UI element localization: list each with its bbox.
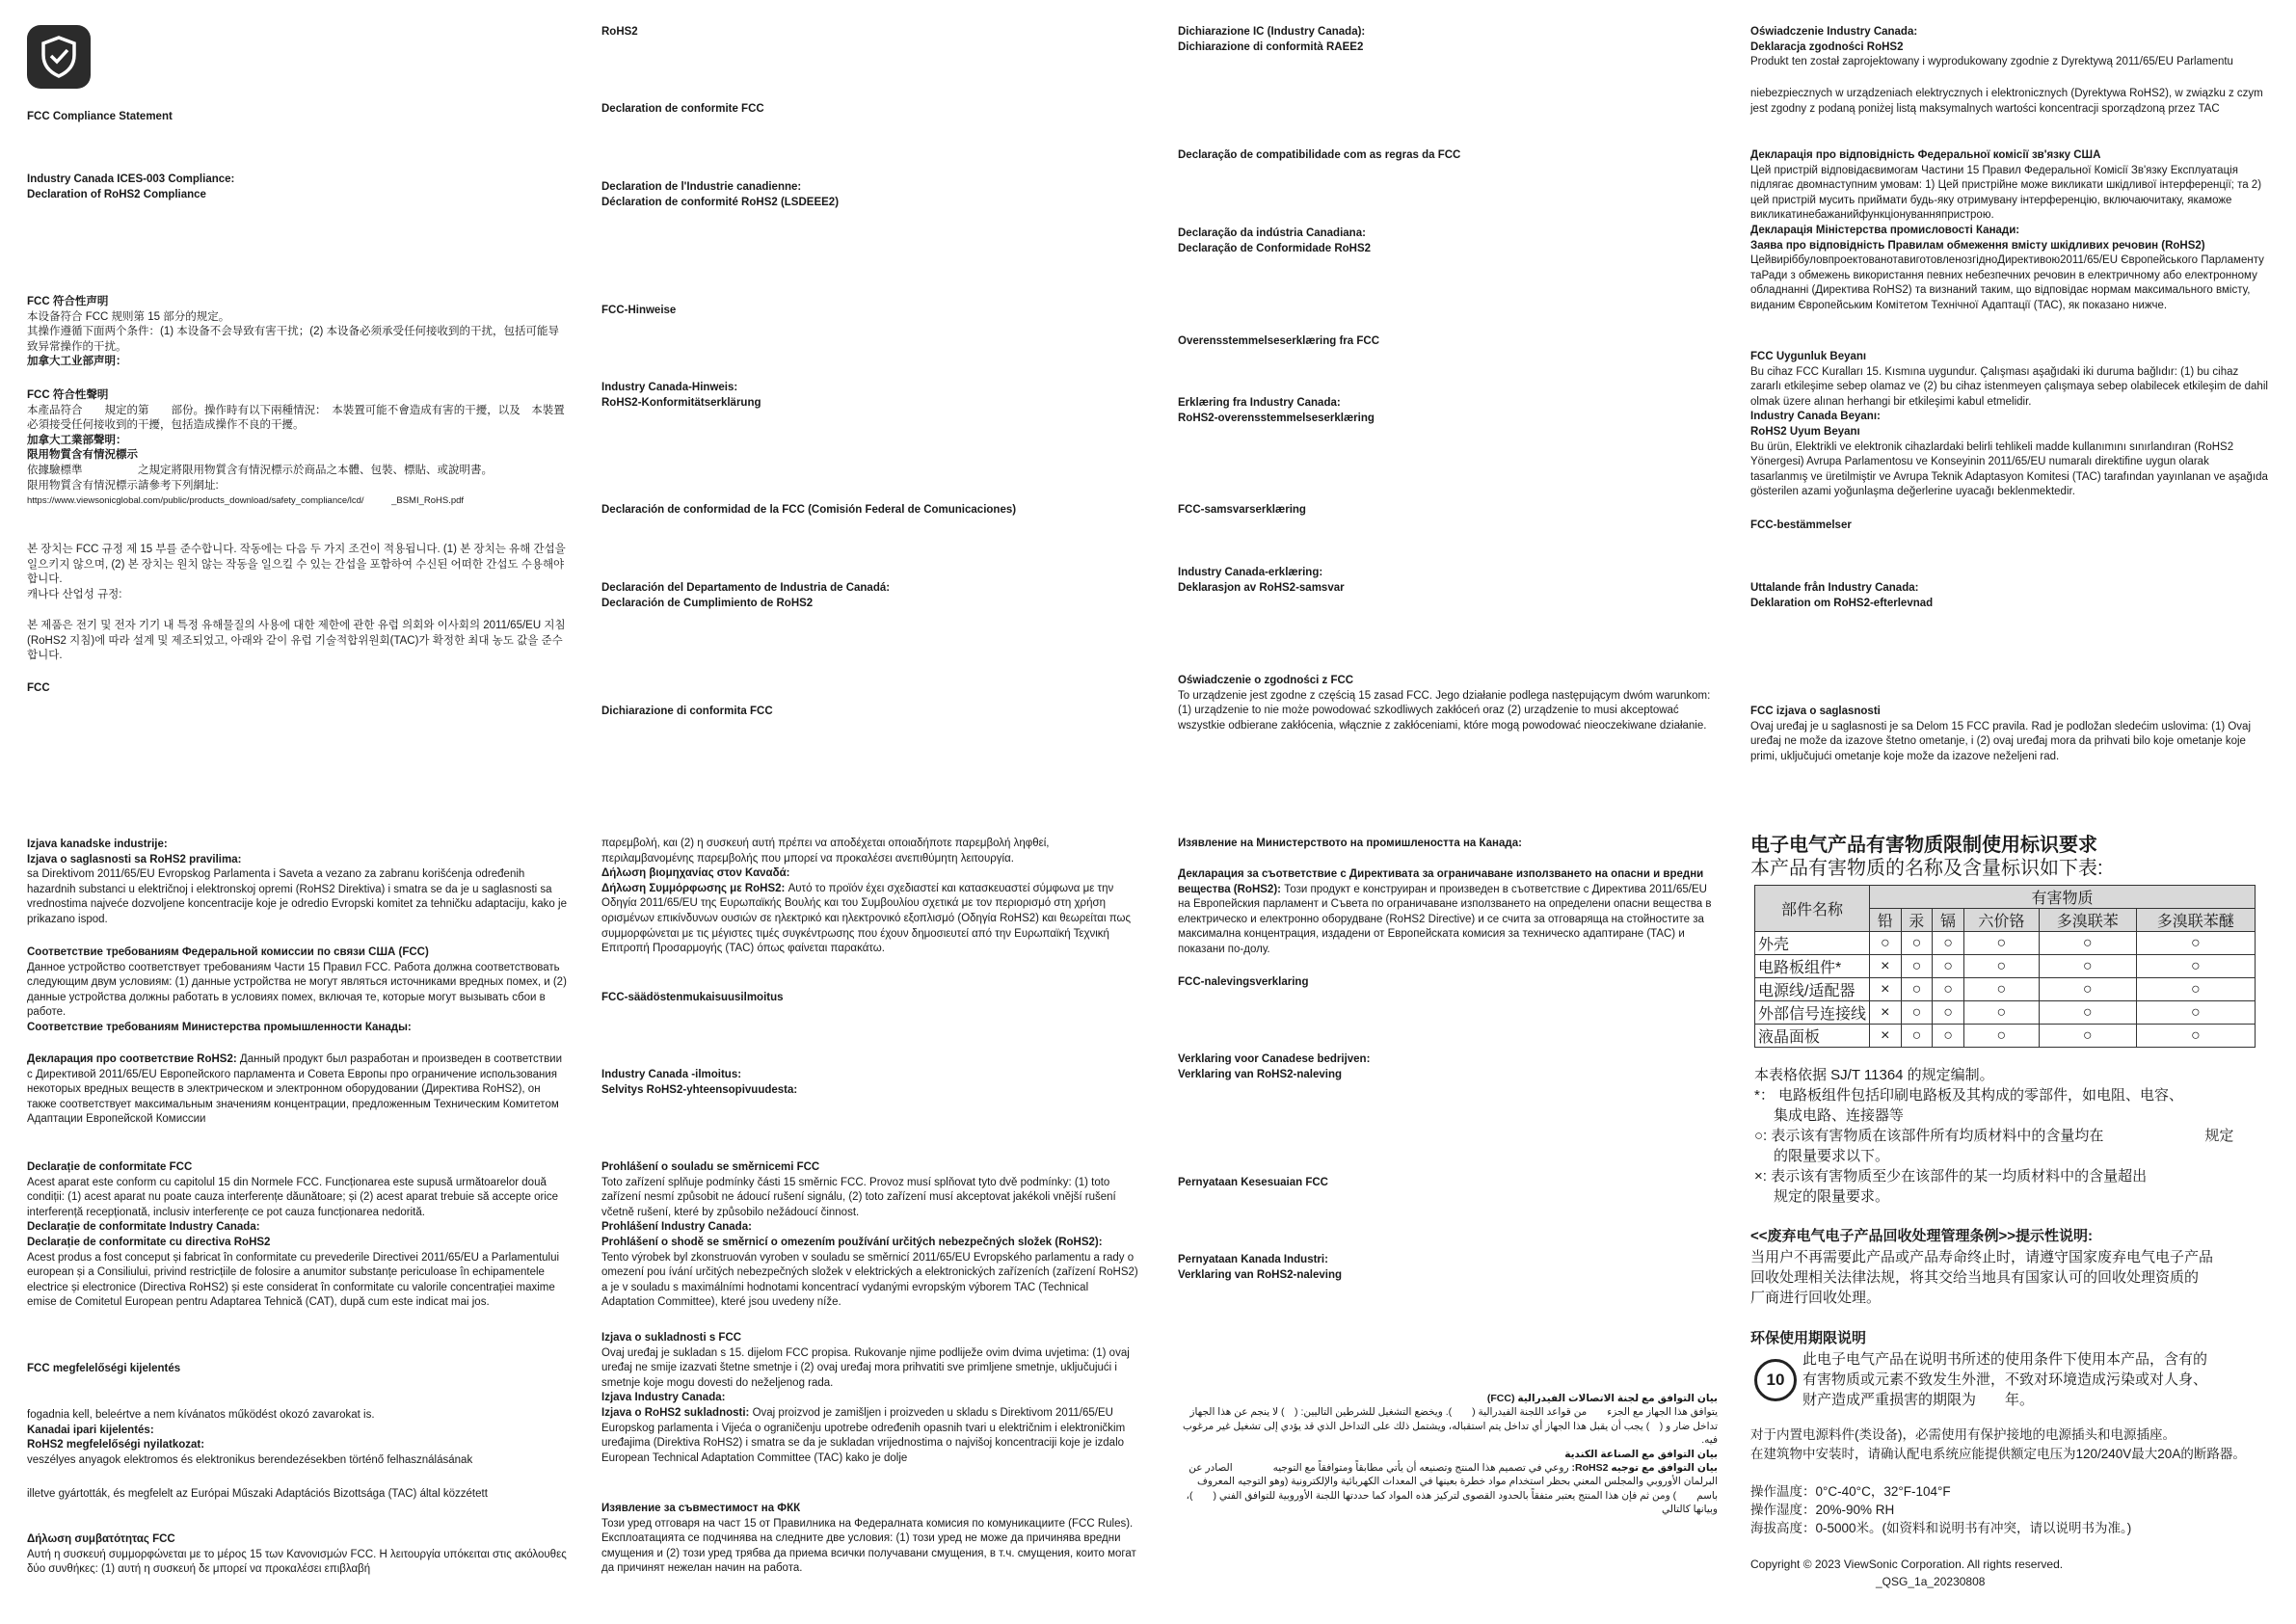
column-header: 多溴联苯 [2039, 909, 2136, 932]
mark-cell: × [1870, 978, 1902, 1001]
paragraph: Ovaj uređaj je sukladan s 15. dijelom FCC propisa. Rukovanje njime podliježe ovim dvima uvjetima: (1) ovaj uređaj ne smije izazvati štetne smetnje i (2) ovaj uređaj mora prihvatiti sve primljene smetnje, uključujući i smetnje koje mogu dovesti do neželjenog rada. [601, 1346, 1130, 1389]
heading: Declarație de conformitate cu directiva RoHS2 [27, 1236, 271, 1248]
heading: Industry Canada Beyanı: [1750, 411, 1881, 423]
heading-inline: بيان التوافق مع توجيه RoHS2: [1571, 1462, 1718, 1475]
hazard-note-3b: 的限量要求以下。 [1774, 1148, 1890, 1164]
recycle-heading: <<废弃电气电子产品回收处理管理条例>>提示性说明: [1750, 1228, 2094, 1244]
paragraph: 依據驗標準 之規定將限用物質含有情況標示於商品之本體、包裝、標貼、或說明書。 [27, 464, 493, 476]
heading: Pernyataan Kesesuaian FCC [1178, 1177, 1328, 1188]
cs-fcc-block [601, 1160, 1141, 1311]
shield-check-icon [27, 25, 91, 89]
heading: Declaration of RoHS2 Compliance [27, 188, 206, 200]
heading: Declaração de Conformidade RoHS2 [1178, 242, 1372, 254]
efup-heading: 环保使用期限说明 [1750, 1330, 1867, 1346]
pt-fcc-heading [1178, 148, 1718, 164]
heading: Declaración de Cumplimiento de RoHS2 [601, 597, 814, 609]
recycle-line-2: 回收处理相关法律法规，将其交给当地具有国家认可的回收处理资质的 [1750, 1269, 2200, 1286]
mark-cell: ○ [1901, 978, 1933, 1001]
paragraph: يتوافق هذا الجهاز مع الجزء من قواعد اللجنة الفيدرالية ( ). ويخضع التشغيل للشرطين التاليين: ( ) لا ينجم عن هذا الجهاز تداخل ضار و ( ) يجب أن يقبل هذا الجهاز أي تداخل يتم استقباله، ويشتمل ذلك على التداخل الذي قد يؤدي إلى تشغيل غير مرغوب فيه. [1183, 1406, 1718, 1447]
heading: Izjava Industry Canada: [601, 1392, 726, 1404]
pl-rohs-cont [1750, 87, 2269, 117]
recycle-line-3: 厂商进行回收处理。 [1750, 1290, 1882, 1306]
heading: Декларація Міністерства промисловості Канади: [1750, 224, 2020, 236]
paragraph [1178, 867, 1718, 958]
env-line-2: 操作湿度：20%-90% RH [1750, 1503, 1895, 1517]
power-line-2: 在建筑物中安装时，请确认配电系统应能提供额定电压为120/240V最大20A的断路器。 [1750, 1447, 2246, 1461]
heading: Verklaring van RoHS2-naleving [1178, 1268, 1343, 1281]
id-fcc-heading [1178, 1176, 1718, 1191]
heading: FCC Compliance Statement [27, 111, 173, 122]
paragraph: 본 장치는 FCC 규정 제 15 부를 준수합니다. 작동에는 다음 두 가지 조건이 적용됩니다. (1) 본 장치는 유해 간섭을 일으키지 않으며, (2) 본 장치는 원치 않는 작동을 일으킬 수 있는 간섭을 포함하여 수신된 어떠한 간섭도 수용해야 합니다. [27, 544, 566, 586]
paragraph: 캐나다 산업성 규정: [27, 588, 122, 600]
no-fcc-heading [1178, 503, 1718, 519]
heading: FCC 符合性聲明 [27, 389, 109, 401]
mark-cell: ○ [2039, 955, 2136, 978]
heading: Declaración de conformidad de la FCC (Comisión Federal de Comunicaciones) [601, 504, 1017, 516]
fcc-compliance-statement [27, 110, 567, 125]
mark-cell: × [1870, 1001, 1902, 1025]
it-ic-block [1178, 25, 1718, 55]
heading: 加拿大工業部聲明： [27, 434, 127, 446]
heading: RoHS2 [601, 26, 638, 38]
paragraph: Αυτή η συσκευή συμμορφώνεται με το μέρος 15 των Κανονισμών FCC. Η λειτουργία υπόκειται στις ακόλουθες δύο συνθήκες: (1) αυτή η συσκευή δε μπορεί να προκαλέσει επιβλαβή [27, 1548, 567, 1576]
hu-ic-block [27, 1408, 567, 1468]
hazard-note-4a: ×: 表示该有害物质至少在该部件的某一均质材料中的含量超出 [1754, 1168, 2148, 1185]
paragraph [1178, 1461, 1718, 1517]
el-fcc-block [27, 1532, 567, 1578]
paragraph: 본 제품은 전기 및 전자 기기 내 특정 유해물질의 사용에 대한 제한에 관한 유럽 의회와 이사회의 2011/65/EU 지침(RoHS2 지침)에 따라 설계 및 제조되었고, 아래와 같이 유럽 기술적합위원회(TAC)가 확정한 최대 농도 값을 준수합니다. [27, 620, 566, 662]
el-ic-rohs-block [601, 837, 1141, 957]
heading: Изявление за съвместимост на ФКК [601, 1503, 801, 1514]
heading: Declarație de conformitate FCC [27, 1161, 193, 1173]
efup-line-2: 有害物质或元素不致发生外泄，不致对环境造成污染或对人身、 [1802, 1371, 2208, 1388]
hr-fcc-block [601, 1331, 1141, 1466]
no-ic-block [1178, 566, 1718, 596]
fcc-ko-block [27, 543, 567, 602]
mark-cell: ○ [2039, 1001, 2136, 1025]
rohs2-heading [601, 25, 1141, 40]
paragraph: Цей пристрій відповідаєвимогам Частини 15 Правил Федеральної Комісії Зв'язку Експлуатація підлягає двомнаступним умовам: 1) Цей пристрійне може викликати шкідливої інтерференції; та 2) цей пристрій мусить приймати будь-яку отримувану інтерференцію, включаючитаку, якаможе викликатинебажанийфункціонуванняпристрою. [1750, 164, 2262, 222]
tr-fcc-block [1750, 350, 2269, 500]
paragraph: ЦейвиріббуловпроектованотавиготовленозгідноДирективою2011/65/EU Європейського Парламенту таРади з обмежень використання певних небезпечних речовин в електричному або електронному обладнанні (Директива RoHS2) та визнаний таким, що відповідає нормам максимального вмісту, виданим Європейським Комітетом Технічної Адаптації (TAC), як показано нижче. [1750, 254, 2264, 311]
heading: Industry Canada-erklæring: [1178, 567, 1323, 578]
ar-fcc-block [1178, 1392, 1718, 1517]
heading: FCC [27, 682, 50, 694]
it-fcc-heading [601, 705, 1141, 720]
heading-inline: Декларация за съответствие с Директивата за ограничаване използването на опасни и вредни вещества (RoHS2): [1178, 868, 1704, 895]
heading: Declaration de l'Industrie canadienne: [601, 181, 802, 193]
heading: Erklæring fra Industry Canada: [1178, 397, 1341, 409]
da-ic-block [1178, 396, 1718, 426]
table-row [1755, 955, 2256, 978]
sr-fcc-block [1750, 705, 2269, 764]
heading: Declaration de conformite FCC [601, 103, 764, 115]
mark-cell: ○ [1933, 978, 1964, 1001]
group-header: 有害物质 [1870, 886, 2256, 909]
hazard-note-2b: 集成电路、连接器等 [1774, 1107, 1905, 1124]
paragraph: Acest produs a fost conceput și fabricat în conformitate cu prevederile Directivei 2011/65/EU a Parlamentului european și a Consiliului, privind restricțiile de folosire a anumitor substanțe periculoase în echipamentele electrice și electronice (Directiva RoHS2) și este considerat în conformitate cu valorile concentrației maxime emise de Comitetul European pentru Adaptarea Tehnică (CAT), după cum este indicat mai jos. [27, 1251, 560, 1309]
heading: بيان التوافق مع لجنة الاتصالات الفيدرالية (FCC) [1486, 1393, 1718, 1404]
table-row [1755, 1001, 2256, 1025]
heading: Prohlášení Industry Canada: [601, 1221, 752, 1234]
mark-cell: ○ [1901, 932, 1933, 955]
fcc-zh-tw-block [27, 388, 567, 509]
efup-line-1: 此电子电气产品在说明书所述的使用条件下使用本产品，含有的 [1802, 1351, 2208, 1368]
heading: Declaração da indústria Canadiana: [1178, 227, 1366, 239]
heading: FCC megfelelőségi kijelentés [27, 1363, 181, 1374]
hu-tac-line [27, 1487, 567, 1503]
mark-cell: ○ [2039, 978, 2136, 1001]
paragraph: Ovaj uređaj je u saglasnosti je sa Delom 15 FCC pravila. Rad je podložan sledećim uslovima: (1) Ovaj uređaj ne može da izazove štetno ometanje, i (2) ovaj uređaj mora da prihvati bilo koje ometanje koje primi, uključujući ometanje koje može da izazove neželjeni rad. [1750, 720, 2252, 762]
heading: FCC 符合性声明 [27, 296, 109, 307]
heading: Declaração de compatibilidade com as regras da FCC [1178, 149, 1461, 161]
heading-inline: Izjava o RoHS2 sukladnosti: [601, 1406, 750, 1419]
mark-cell: ○ [2136, 932, 2255, 955]
heading: FCC izjava o saglasnosti [1750, 706, 1881, 717]
ro-fcc-block [27, 1160, 567, 1311]
da-fcc-heading [1178, 334, 1718, 350]
mark-cell: ○ [2039, 1025, 2136, 1048]
mark-cell: ○ [1901, 1025, 1933, 1048]
efup-line-3: 财产造成严重损害的期限为 年。 [1802, 1392, 2035, 1408]
es-ic-block [601, 581, 1141, 611]
column-header: 多溴联苯醚 [2136, 909, 2255, 932]
heading: Verklaring voor Canadese bedrijven: [1178, 1053, 1371, 1065]
paragraph: παρεμβολή, και (2) η συσκευή αυτή πρέπει να αποδέχεται οποιαδήποτε παρεμβολή ληφθεί, περιλαμβανομένης παρεμβολής που μπορεί να προκαλέσει ανεπιθύμητη λειτουργία. [601, 838, 1050, 865]
heading: Kanadai ipari kijelentés: [27, 1424, 154, 1436]
recycle-10-icon [1754, 1359, 1797, 1401]
hazard-note-2a: *： 电路板组件包括印刷电路板及其构成的零部件，如电阻、电容、 [1754, 1087, 2184, 1104]
heading: Industry Canada-Hinweis: [601, 382, 738, 393]
paragraph: Bu ürün, Elektrikli ve elektronik cihazlardaki belirli tehlikeli madde kullanımını sınırlandıran (RoHS2 Yönergesi) Avrupa Parlamentosu ve Konseyinin 2011/65/EU numaralı direktifine uygun olarak tasarlanmış ve üretilmiştir ve Avrupa Teknik Adaptasyon Komitesi (TAC) tarafından yayınlanan ve aşağıda gösterilen azami yoğunlaşma değerlerine uyacağı beklenmektedir. [1750, 440, 2268, 498]
mark-cell: ○ [1933, 932, 1964, 955]
heading: Déclaration de conformité RoHS2 (LSDEEE2) [601, 196, 840, 208]
paragraph [27, 1052, 567, 1128]
hazard-note-4b: 规定的限量要求。 [1774, 1188, 1890, 1205]
mark-cell: ○ [2136, 978, 2255, 1001]
env-line-3: 海拔高度：0-5000米。(如资料和说明书有冲突，请以说明书为准。) [1750, 1521, 2132, 1535]
mark-cell: ○ [1963, 932, 2039, 955]
paragraph: Toto zařízení splňuje podmínky části 15 směrnic FCC. Provoz musí splňovat tyto dvě podmínky: (1) toto zařízení nesmí způsobit ne ádoucí rušení signálu, (2) toto zařízení musí akceptovat jakékoli vnější rušení včetně rušení, které by způsobilo nežádoucí činnost. [601, 1176, 1116, 1218]
power-line-1: 对于内置电源料件(类设备)，必需使用有保护接地的电源插头和电源插座。 [1750, 1427, 2176, 1442]
heading: Изявление на Министерството на промишлеността на Канада: [1178, 838, 1522, 849]
heading: Declaración del Departamento de Industria de Canadá: [601, 582, 891, 594]
heading: FCC-Hinweise [601, 305, 677, 316]
heading: 加拿大工业部声明： [27, 356, 127, 368]
heading: RoHS2 Uyum Beyanı [1750, 425, 1860, 438]
part-cell: 电源线/适配器 [1755, 978, 1870, 1001]
heading-inline: Декларация про соответствие RoHS2: [27, 1053, 237, 1065]
mark-cell: ○ [1933, 1001, 1964, 1025]
mark-cell: × [1870, 955, 1902, 978]
heading: Dichiarazione di conformita FCC [601, 706, 773, 717]
heading: Oświadczenie Industry Canada: [1750, 26, 1918, 38]
heading: FCC-bestämmelser [1750, 519, 1852, 531]
heading: Deklaracja zgodności RoHS2 [1750, 40, 1904, 53]
url-text: https://www.viewsonicglobal.com/public/products_download/safety_compliance/lcd/ _BSMI_RoHS.pdf [27, 495, 465, 507]
recycle-line-1: 当用户不再需要此产品或产品寿命终止时，请遵守国家废弃电气电子产品 [1750, 1249, 2214, 1265]
sv-ic-block [1750, 581, 2269, 611]
heading: Заява про відповідність Правилам обмеження вмісту шкідливих речовин (RoHS2) [1750, 239, 2205, 252]
paragraph [601, 1406, 1141, 1466]
bg-fcc-block [601, 1502, 1141, 1577]
nl-fcc-heading [1178, 975, 1718, 991]
part-cell: 液晶面板 [1755, 1025, 1870, 1048]
heading: Verklaring van RoHS2-naleving [1178, 1068, 1343, 1080]
bg-rohs-block [1178, 867, 1718, 958]
mark-cell: ○ [2136, 1025, 2255, 1048]
paragraph-inline: Данный продукт был разработан и произведен в соответствии с Директивой 2011/65/EU Европейского парламента и Совета Европы про ограничение использования некоторых вредных веществ в электрическом и электронном оборудовании (Директива RoHS2), он также соответствует максимальным значениям концентрации, предложенным Техническим Комитетом Адаптации Европейской Комиссии [27, 1053, 563, 1126]
mark-cell: ○ [1963, 955, 2039, 978]
heading: Industry Canada ICES-003 Compliance: [27, 173, 235, 185]
part-cell: 外壳 [1755, 932, 1870, 955]
heading: 限用物質含有情況標示 [27, 449, 138, 462]
pl-ic-block [1750, 25, 2269, 70]
heading: FCC-samsvarserklæring [1178, 504, 1306, 516]
part-cell: 外部信号连接线 [1755, 1001, 1870, 1025]
heading: Prohlášení o shodě se směrnicí o omezením používání určitých nebezpečných složek (RoHS2): [601, 1236, 1103, 1248]
column-header: 六价铬 [1963, 909, 2039, 932]
heading: Dichiarazione di conformità RAEE2 [1178, 40, 1364, 53]
fi-ic-block [601, 1068, 1141, 1098]
paragraph: 本產品符合 規定的第 部份。操作時有以下兩種情況： 本裝置可能不會造成有害的干擾，以及 本裝置必須接受任何接收到的干擾，包括造成操作不良的干擾。 [27, 404, 565, 432]
heading: Industry Canada -ilmoitus: [601, 1069, 742, 1080]
heading: بيان التوافق مع الصناعة الكندية [1564, 1448, 1718, 1460]
ru-fcc-block [27, 945, 567, 1036]
column-header: 铅 [1870, 909, 1902, 932]
pt-ic-block [1178, 226, 1718, 256]
column-1 [27, 0, 567, 1624]
table-row [1755, 978, 2256, 1001]
paragraph: niebezpiecznych w urządzeniach elektrycznych i elektronicznych (Dyrektywa RoHS2), w związku z czym jest zgodny z podaną poniżej listą maksymalnych wartości koncentracji sporządzoną przez TAC [1750, 88, 2263, 115]
paragraph: fogadnia kell, beleértve a nem kívánatos működést okozó zavarokat is. [27, 1409, 375, 1421]
column-4 [1750, 0, 2269, 1624]
heading: Prohlášení o souladu se směrnicemi FCC [601, 1161, 820, 1173]
nl-ic-block [1178, 1052, 1718, 1082]
heading: Declarație de conformitate Industry Canada: [27, 1221, 260, 1234]
mark-cell: ○ [1933, 1025, 1964, 1048]
hazard-title: 电子电气产品有害物质限制使用标识要求 [1750, 835, 2097, 856]
heading: Соответствие требованиям Министерства промышленности Канады: [27, 1021, 412, 1033]
heading: Dichiarazione IC (Industry Canada): [1178, 26, 1366, 38]
hazard-subtitle: 本产品有害物质的名称及含量标识如下表: [1750, 858, 2103, 879]
heading: Uttalande från Industry Canada: [1750, 582, 1919, 594]
de-fcc-heading [601, 304, 1141, 319]
paragraph: Produkt ten został zaprojektowany i wyprodukowany zgodnie z Dyrektywą 2011/65/EU Parlamentu [1750, 56, 2233, 68]
pl-fcc-block [1178, 674, 1718, 733]
heading: Δήλωση συμβατότητας FCC [27, 1533, 175, 1545]
mark-cell: ○ [1963, 1025, 2039, 1048]
paragraph-inline: روعي في تصميم هذا المنتج وتصنيعه أن يأتي مطابقاً ومتوافقاً مع التوجيه الصادر عن البرلمان الأوروبي والمجلس المعني بحظر استخدام مواد خطرة بعينها في المعدات الكهربائية والإلكترونية (وهو التوجيه المعروف باسم ) ومن ثم فإن هذا المنتج يعتبر متفقاً بالحدود القصوى لتركيز هذه المواد كما حددتها اللجنة الأوروبية للتوافق الفني ( )، وبيانها كالتالي [1186, 1462, 1718, 1516]
fcc-zh-cn-block [27, 295, 567, 370]
paragraph: To urządzenie jest zgodne z częścią 15 zasad FCC. Jego działanie podlega następującym dwóm warunkom: (1) urządzenie to nie może powodować szkodliwych zakłóceń oraz (2) urządzenie to musi akceptować wszystkie odbierane zakłócenia, włącznie z zakłóceniami, które mogą powodować nieoczekiwane działanie. [1178, 689, 1711, 732]
heading-inline: Δήλωση Συμμόρφωσης με RoHS2: [601, 882, 786, 894]
mark-cell: ○ [2136, 955, 2255, 978]
heading: RoHS2-overensstemmelseserklæring [1178, 412, 1375, 424]
paragraph [601, 882, 1141, 957]
paragraph: Acest aparat este conform cu capitolul 15 din Normele FCC. Funcționarea este supusă următoarelor două condiții: (1) acest aparat nu poate cauza interferențe dăunătoare; și (2) acest aparat trebuie să accepte orice interferență recepționată, inclusiv interferențe ce pot cauza funcționarea nedorită. [27, 1176, 559, 1218]
paragraph-inline: Този продукт е конструиран и произведен в съответствие с Директива 2011/65/EU на Европейския парламент и Съвета по ограничаване използването на определени опасни вещества в електрическо и електронно оборудване (RoHS2 Directive) и се счита за отговаряща на стойностите за максимална концентрация, издадени от Европейската комисия за техническо адаптиране (TAC) и показани по-долу. [1178, 883, 1712, 955]
part-cell: 电路板组件* [1755, 955, 1870, 978]
mark-cell: ○ [1963, 978, 2039, 1001]
heading: Pernyataan Kanada Industri: [1178, 1254, 1328, 1265]
mark-cell: ○ [1870, 932, 1902, 955]
heading: Соответствие требованиям Федеральной комиссии по связи США (FCC) [27, 946, 429, 958]
mark-cell: ○ [1901, 955, 1933, 978]
hazard-note-1: 本表格依据 SJ/T 11364 的规定编制。 [1754, 1067, 1994, 1083]
heading: Izjava o saglasnosti sa RoHS2 pravilima: [27, 853, 242, 865]
heading: Δήλωση βιομηχανίας στον Καναδά: [601, 867, 790, 880]
paragraph: Този уред отговаря на част 15 от Правилника на Федералната комисия по комуникациите (FCC Rules). Експлоатацията се подчинява на следните две условия: (1) този уред не може да причинява вредни смущения и (2) този уред трябва да приема всички получавани смущения, в т.ч. смущения, които могат да причинят нежелан начин на работа. [601, 1517, 1136, 1575]
uk-fcc-block [1750, 148, 2269, 314]
hazard-table [1754, 885, 2256, 1048]
doc-code: _QSG_1a_20230808 [1876, 1575, 1986, 1588]
id-ic-block [1178, 1253, 1718, 1283]
heading: RoHS2-Konformitätserklärung [601, 396, 761, 409]
mark-cell: ○ [2136, 1001, 2255, 1025]
paragraph: 其操作遵循下面两个条件：(1) 本设备不会导致有害干扰；(2) 本设备必须承受任何接收到的干扰，包括可能导致异常操作的干扰。 [27, 326, 559, 353]
hu-fcc-heading [27, 1362, 567, 1377]
paragraph-inline: Ovaj proizvod je zamišljen i proizveden u skladu s Direktivom 2011/65/EU Europskog parlamenta i Vijeća o ograničenju upotrebe određenih opasnih tvari u električnim i elektroničkim uređajima (Direktiva RoHS2) i smatra se da je sukladan vrijednostima o najvišoj koncentraciji koje je izdalo European Technical Adaptation Committee (TAC) kako je dolje [601, 1406, 1126, 1464]
rohs-ko-block [27, 619, 567, 664]
fr-ic-block [601, 180, 1141, 210]
heading: Oświadczenie o zgodności z FCC [1178, 675, 1354, 686]
ic-ices-block [27, 173, 567, 202]
sv-fcc-heading [1750, 519, 2269, 534]
heading: RoHS2 megfelelőségi nyilatkozat: [27, 1439, 205, 1451]
fi-fcc-heading [601, 991, 1141, 1006]
efup-badge: 10 [1766, 1371, 1785, 1389]
fcc-label [27, 681, 567, 697]
de-ic-block [601, 381, 1141, 411]
heading: FCC-säädöstenmukaisuusilmoitus [601, 992, 784, 1003]
paragraph: 本设备符合 FCC 规则第 15 部分的规定。 [27, 310, 230, 323]
mark-cell: × [1870, 1025, 1902, 1048]
heading: Overensstemmelseserklæring fra FCC [1178, 335, 1380, 347]
part-header: 部件名称 [1755, 886, 1870, 932]
paragraph-inline: Αυτό το προϊόν έχει σχεδιαστεί και κατασκευαστεί σύμφωνα με την Οδηγία 2011/65/EU της Ευρωπαϊκής Βουλής και του Συμβουλίου σχετικά με τον περιορισμό στη χρήση ορισμένων επικίνδυνων ουσιών σε ηλεκτρικό και ηλεκτρονικό εξοπλισμό (Οδηγία RoHS2) και θεωρείται πως συμμορφώνεται με τις μέγιστες τιμές συγκέντρωσης που έχουν δημοσιευτεί από την Ευρωπαϊκή Τεχνική Επιτροπή Προσαρμογής (TAC) όπως φαίνεται παρακάτω. [601, 882, 1131, 955]
mark-cell: ○ [1963, 1001, 2039, 1025]
bg-ic-heading [1178, 837, 1718, 852]
paragraph: veszélyes anyagok elektromos és elektronikus berendezésekben történő felhasználásának [27, 1453, 473, 1466]
hazard-note-3a: ○: 表示该有害物质在该部件所有均质材料中的含量均在 规定 [1754, 1128, 2234, 1144]
column-header: 镉 [1933, 909, 1964, 932]
heading: Izjava o sukladnosti s FCC [601, 1332, 742, 1344]
env-line-1: 操作温度：0°C-40°C，32°F-104°F [1750, 1484, 1951, 1499]
paragraph: 限用物質含有情況標示請參考下列網址: [27, 479, 219, 492]
heading: FCC Uygunluk Beyanı [1750, 351, 1867, 362]
column-2 [601, 0, 1141, 1624]
paragraph: Bu cihaz FCC Kuralları 15. Kısmına uygundur. Çalışması aşağıdaki iki duruma bağlıdır: (1) bu cihaz zararlı etkileşime sebep olamaz ve (2) bu cihaz istenmeyen çalışmaya sebep olabilecek etkileşim de dahil olmak üzere alınan herhangi bir etkileşimi kabul etmelidir. [1750, 365, 2268, 408]
column-3 [1178, 0, 1718, 1624]
mark-cell: ○ [2039, 932, 2136, 955]
ru-rohs-block [27, 1052, 567, 1128]
mark-cell: ○ [1901, 1001, 1933, 1025]
heading: Deklaration om RoHS2-efterlevnad [1750, 597, 1934, 609]
paragraph: Данное устройство соответствует требованиям Части 15 Правил FCC. Работа должна соответствовать следующим двум условиям: (1) данные устройства не могут являться источниками вредных помех, и (2) данные устройства должны работать в условиях помех, включая те, которые могут вызывать сбои в работе. [27, 961, 567, 1019]
heading: Izjava kanadske industrije: [27, 839, 168, 850]
es-fcc-heading [601, 503, 1141, 519]
fr-fcc-heading [601, 102, 1141, 118]
mark-cell: ○ [1933, 955, 1964, 978]
table-row [1755, 1025, 2256, 1048]
heading: Deklarasjon av RoHS2-samsvar [1178, 581, 1345, 594]
copyright: Copyright © 2023 ViewSonic Corporation. All rights reserved. [1750, 1557, 2064, 1571]
heading: FCC-nalevingsverklaring [1178, 976, 1309, 988]
paragraph: Tento výrobek byl zkonstruován vyroben v souladu se směrnicí 2011/65/EU Evropského parlamentu a rady o omezení pou ívání určitých nebezpečných složek v elektrických a elektronických zařízeních (zařízení RoHS2) a je v souladu s maximálními hodnotami koncentrací vydanými evropským výborem TAC (Technical Adaptation Committee), které jsou uvedeny níže. [601, 1251, 1138, 1309]
heading: Декларація про відповідність Федеральної комісії зв'язку США [1750, 149, 2101, 161]
table-row [1755, 932, 2256, 955]
sr-ic-block [27, 838, 567, 928]
column-header: 汞 [1901, 909, 1933, 932]
paragraph: sa Direktivom 2011/65/EU Evropskog Parlamenta i Saveta a vezano za zabranu korišćenja određenih hazardnih substanci u električnoj i elektronskoj opremi (RoHS2 Direktiva) i smatra se da je u saglasnosti sa vrednostima najveće dozvoljene koncentracije koje je odredio Evropski komitet za tehničku adaptaciju, kako je prikazano ispod. [27, 868, 567, 925]
paragraph: illetve gyártották, és megfelelt az Európai Műszaki Adaptációs Bizottsága (TAC) által közzétett [27, 1488, 488, 1500]
heading: Selvitys RoHS2-yhteensopivuudesta: [601, 1083, 798, 1096]
